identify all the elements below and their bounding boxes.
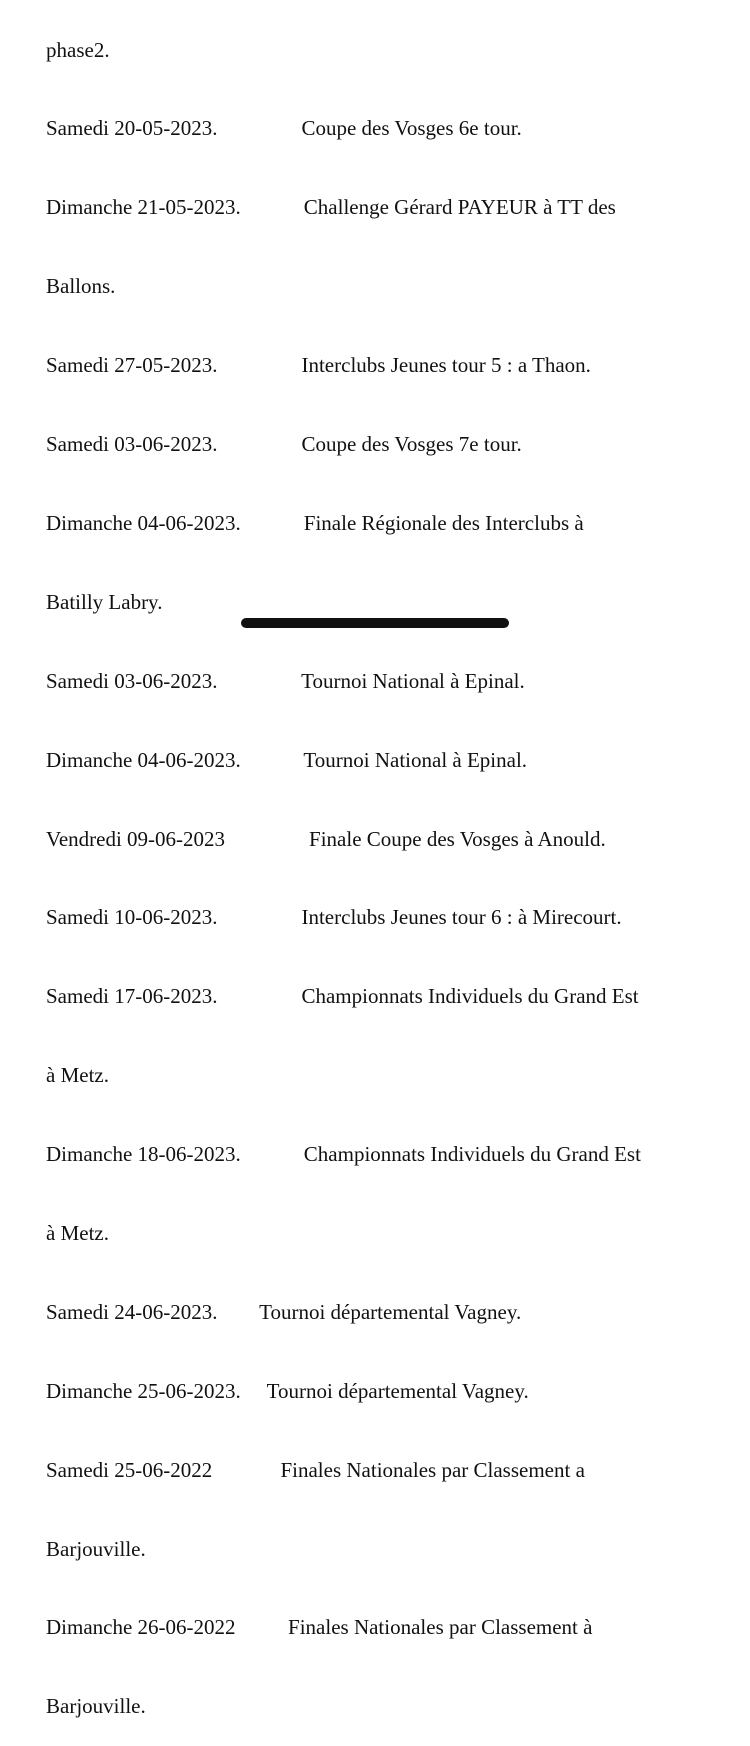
text-line: Samedi 24-06-2023. Tournoi départemental Vagney. [46, 1299, 522, 1324]
text-line: Vendredi 09-06-2023 Finale Coupe des Vosges à Anould. [46, 826, 606, 851]
text-line: Batilly Labry. [46, 589, 163, 614]
text-line: Samedi 17-06-2023. Championnats Individuels du Grand Est [46, 984, 639, 1009]
text-line: à Metz. [46, 1220, 109, 1245]
text-line: Dimanche 21-05-2023. Challenge Gérard PAYEUR à TT des [46, 195, 616, 220]
text-line: Samedi 03-06-2023. Tournoi National à Epinal. [46, 668, 525, 693]
text-line: Samedi 03-06-2023. Coupe des Vosges 7e tour. [46, 432, 522, 457]
text-line: à Metz. [46, 1063, 109, 1088]
home-indicator[interactable] [241, 618, 509, 628]
text-line: Barjouville. [46, 1536, 146, 1561]
text-line: Ballons. [46, 274, 116, 299]
text-line: Samedi 25-06-2022 Finales Nationales par Classement a [46, 1457, 585, 1482]
text-line: Dimanche 04-06-2023. Finale Régionale des Interclubs à [46, 510, 584, 535]
text-line: Samedi 10-06-2023. Interclubs Jeunes tour 6 : à Mirecourt. [46, 905, 622, 930]
text-line: Dimanche 04-06-2023. Tournoi National à Epinal. [46, 747, 528, 772]
text-line: Barjouville. [46, 1694, 146, 1719]
text-line: Dimanche 25-06-2023. Tournoi départemental Vagney. [46, 1378, 529, 1403]
text-line: Samedi 27-05-2023. Interclubs Jeunes tour 5 : a Thaon. [46, 353, 591, 378]
text-line: Dimanche 18-06-2023. Championnats Individuels du Grand Est [46, 1142, 641, 1167]
text-line: Samedi 20-05-2023. Coupe des Vosges 6e tour. [46, 116, 522, 141]
calendar-text [46, 0, 726, 1746]
text-line: Dimanche 26-06-2022 Finales Nationales par Classement à [46, 1615, 593, 1640]
text-line: phase2. [46, 37, 110, 62]
